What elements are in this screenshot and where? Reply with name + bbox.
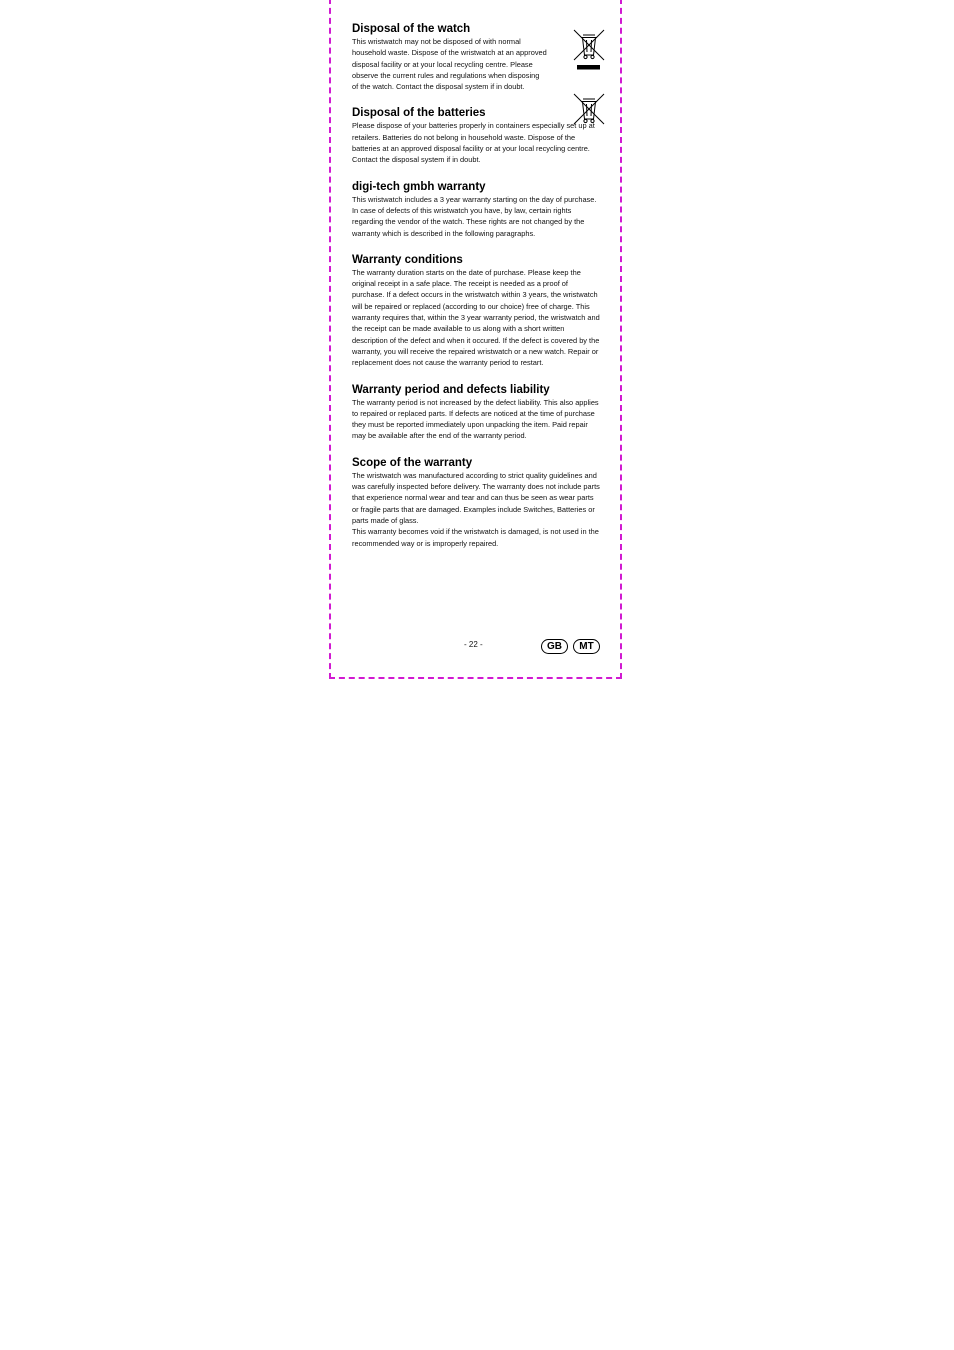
section-body-continued: This warranty becomes void if the wristwatch is damaged, is not used in the recommended way or is improperly repaired. — [352, 527, 599, 548]
section-title: Scope of the warranty — [352, 456, 473, 469]
page-footer — [331, 639, 620, 659]
crossed-out-wheelie-bin-icon — [573, 29, 605, 71]
section-body: Please dispose of your batteries properly in containers especially set up at retailers. Batteries do not belong in household waste. Dispose of the batteries at an approved disposal facility or at your local recycling centre. Contact the disposal system if in doubt. — [352, 121, 595, 165]
section-title: Warranty period and defects liability — [352, 383, 550, 396]
section-disposal-batteries — [352, 106, 602, 165]
section-title: digi-tech gmbh warranty — [352, 180, 486, 193]
section-title: Disposal of the watch — [352, 23, 471, 35]
manual-page — [329, 0, 622, 679]
crossed-out-wheelie-bin-icon — [573, 93, 605, 125]
page-content — [352, 22, 602, 549]
section-body: The warranty period is not increased by the defect liability. This also applies to repaired or replaced parts. If defects are noticed at the time of purchase they must be reported immediately upon unpacking the item. Paid repair may be available after the end of the warranty period. — [352, 397, 599, 441]
language-badge-gb: GB — [541, 639, 568, 654]
section-body: The wristwatch was manufactured according to strict quality guidelines and was carefully inspected before delivery. The warranty does not include parts that experience normal wear and tear and can thus be seen as wear parts or fragile parts that are damaged. Examples include Switches, Batteries or parts made of glass. — [352, 470, 600, 525]
section-disposal-watch — [352, 22, 602, 92]
section-warranty-conditions — [352, 253, 602, 369]
section-body: This wristwatch may not be disposed of with normal household waste. Dispose of the wristwatch at an approved disposal facility or at your local recycling centre. Please observe the current rules and regulations when disposing of the watch. Contact the disposal system if in doubt. — [352, 37, 547, 92]
section-title: Warranty conditions — [352, 253, 463, 266]
page-number: - 22 - — [464, 640, 483, 649]
language-badge-mt: MT — [573, 639, 600, 654]
section-title: Disposal of the batteries — [352, 107, 486, 120]
section-body: The warranty duration starts on the date of purchase. Please keep the original receipt in a safe place. The receipt is needed as a proof of purchase. If a defect occurs in the wristwatch within 3 years, the wristwatch will be repaired or replaced (according to our choice) free of charge. This warranty requires that, within the 3 year warranty period, the wristwatch and the receipt can be made available to us along with a short written description of the defect and when it occured. If the defect is covered by the warranty, you will receive the repaired wristwatch or a new watch. Repair or replacement does not cause the warranty period to restart. — [352, 267, 600, 368]
section-warranty-period — [352, 383, 602, 442]
section-warranty — [352, 180, 602, 239]
section-body: This wristwatch includes a 3 year warranty starting on the day of purchase. In case of defects of this wristwatch you have, by law, certain rights regarding the vendor of the watch. These rights are not changed by the warranty which is described in the following paragraphs. — [352, 194, 597, 238]
section-warranty-scope — [352, 456, 602, 549]
